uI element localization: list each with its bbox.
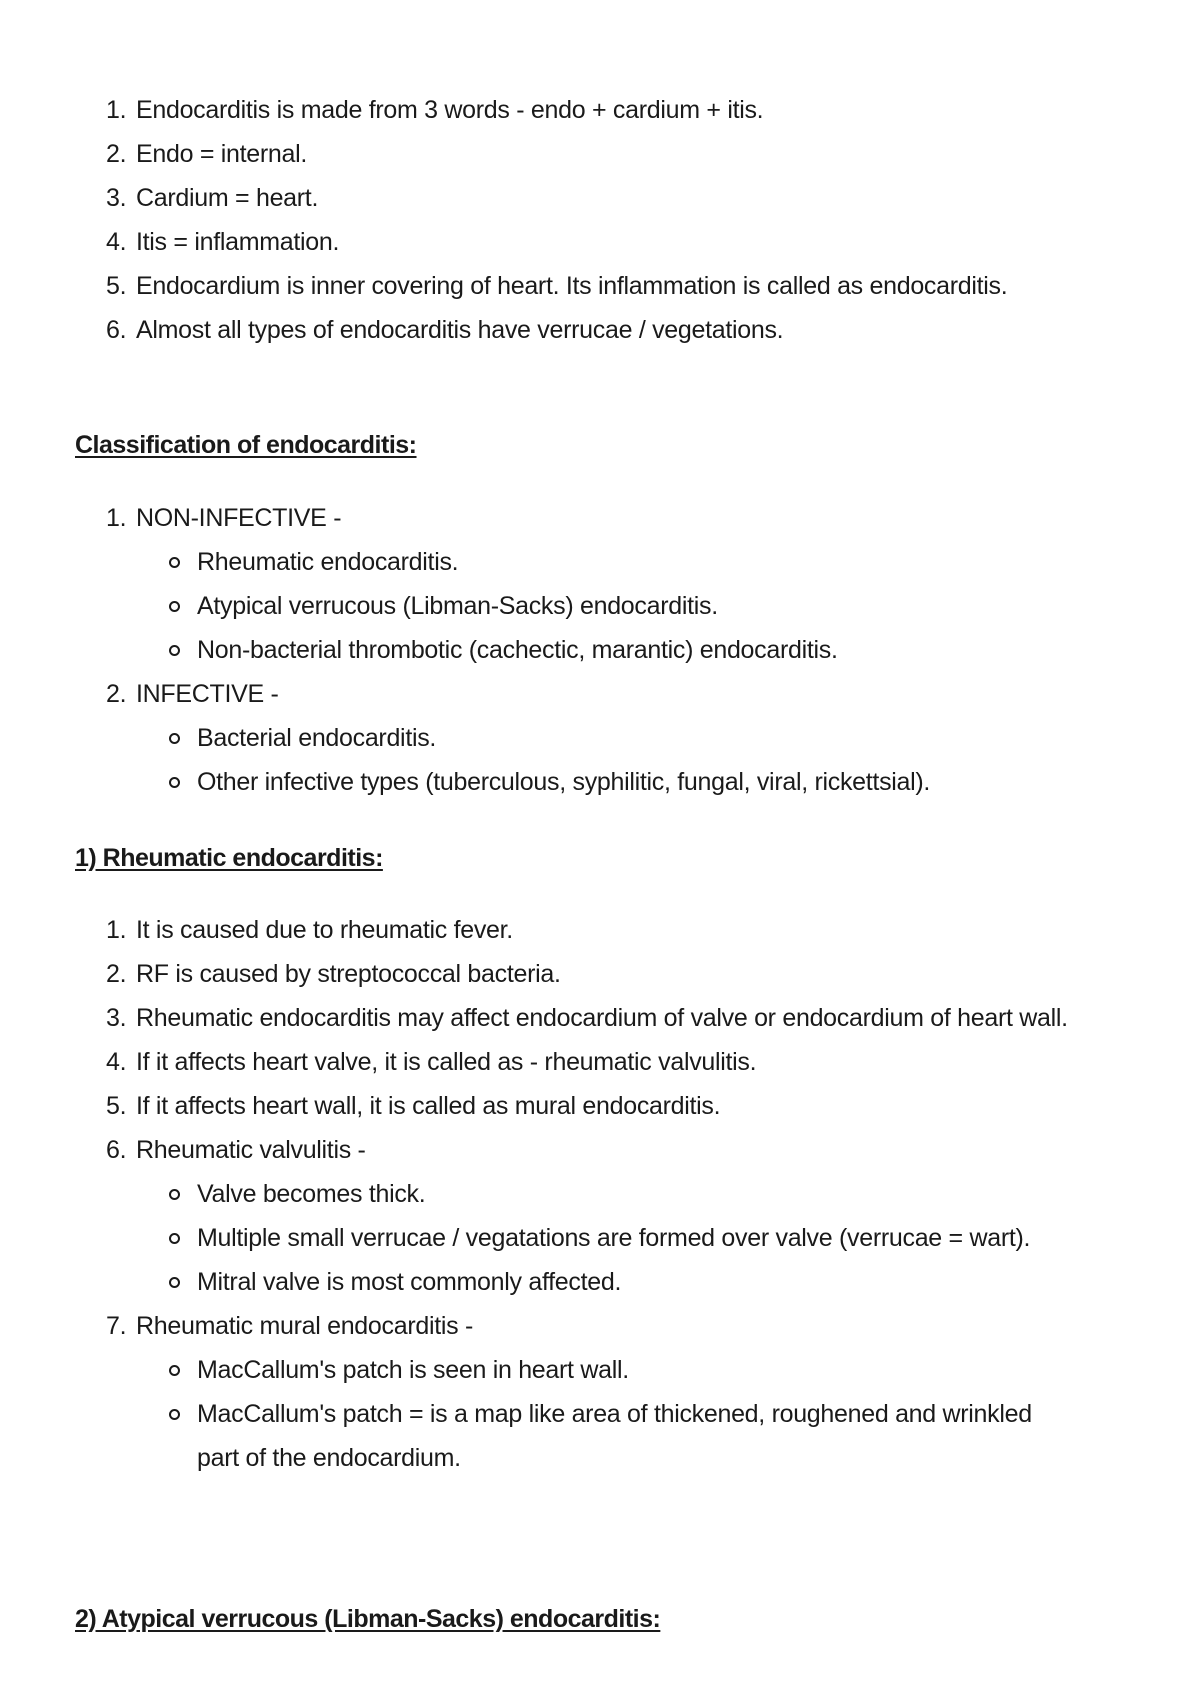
sub-list-item xyxy=(0,1348,1200,1392)
list-item-text: Almost all types of endocarditis have verrucae / vegetations. xyxy=(136,316,784,344)
list-number: 6. xyxy=(106,316,127,344)
list-item-text: Endocarditis is made from 3 words - endo + cardium + itis. xyxy=(136,96,764,124)
sub-list-item-text: MacCallum's patch is seen in heart wall. xyxy=(197,1356,629,1384)
circle-bullet-icon xyxy=(169,1189,180,1200)
list-item xyxy=(0,220,1200,264)
sub-list-item-text: Other infective types (tuberculous, syphilitic, fungal, viral, rickettsial). xyxy=(197,768,931,796)
sub-list-item xyxy=(0,760,1200,804)
list-item xyxy=(0,1040,1200,1084)
list-item-text: Endocardium is inner covering of heart. Its inflammation is called as endocarditis. xyxy=(136,272,1008,300)
list-number: 2. xyxy=(106,680,127,708)
sub-list-item-text: Rheumatic endocarditis. xyxy=(197,548,459,576)
list-item xyxy=(0,88,1200,132)
intro-list xyxy=(0,88,1200,352)
list-item-text: INFECTIVE - xyxy=(136,680,279,708)
sub-list-item xyxy=(0,1392,1200,1480)
classification-list xyxy=(0,496,1200,804)
circle-bullet-icon xyxy=(169,1233,180,1244)
list-number: 4. xyxy=(106,1048,127,1076)
sub-list-item xyxy=(0,716,1200,760)
list-number: 1. xyxy=(106,916,127,944)
list-item-text: Endo = internal. xyxy=(136,140,308,168)
list-number: 1. xyxy=(106,504,127,532)
list-number: 2. xyxy=(106,140,127,168)
list-item xyxy=(0,1128,1200,1172)
list-item xyxy=(0,1304,1200,1348)
rheumatic-list xyxy=(0,908,1200,1480)
list-item xyxy=(0,132,1200,176)
list-item-text: It is caused due to rheumatic fever. xyxy=(136,916,513,944)
sub-list-item xyxy=(0,1260,1200,1304)
list-number: 5. xyxy=(106,1092,127,1120)
circle-bullet-icon xyxy=(169,557,180,568)
sub-list-item xyxy=(0,584,1200,628)
list-item-text: Cardium = heart. xyxy=(136,184,319,212)
list-item xyxy=(0,908,1200,952)
list-item xyxy=(0,672,1200,716)
list-number: 4. xyxy=(106,228,127,256)
sub-list-item-text: Mitral valve is most commonly affected. xyxy=(197,1268,622,1296)
circle-bullet-icon xyxy=(169,1277,180,1288)
list-item-text: Rheumatic valvulitis - xyxy=(136,1136,366,1164)
sub-list-item-text: Non-bacterial thrombotic (cachectic, marantic) endocarditis. xyxy=(197,636,838,664)
sub-list-item xyxy=(0,628,1200,672)
list-item-text: RF is caused by streptococcal bacteria. xyxy=(136,960,561,988)
sub-list-item xyxy=(0,540,1200,584)
circle-bullet-icon xyxy=(169,777,180,788)
list-item xyxy=(0,952,1200,996)
list-item-text: If it affects heart valve, it is called as - rheumatic valvulitis. xyxy=(136,1048,757,1076)
sub-list-item-text: Valve becomes thick. xyxy=(197,1180,426,1208)
list-number: 5. xyxy=(106,272,127,300)
list-item-text: Itis = inflammation. xyxy=(136,228,340,256)
sub-list-item xyxy=(0,1172,1200,1216)
list-item xyxy=(0,496,1200,540)
list-number: 1. xyxy=(106,96,127,124)
list-item-text: NON-INFECTIVE - xyxy=(136,504,342,532)
list-number: 2. xyxy=(106,960,127,988)
section-heading-classification: Classification of endocarditis: xyxy=(75,431,417,459)
section-heading-rheumatic: 1) Rheumatic endocarditis: xyxy=(75,844,383,872)
circle-bullet-icon xyxy=(169,645,180,656)
list-item-text: If it affects heart wall, it is called as mural endocarditis. xyxy=(136,1092,721,1120)
circle-bullet-icon xyxy=(169,1409,180,1420)
list-item xyxy=(0,1084,1200,1128)
circle-bullet-icon xyxy=(169,733,180,744)
sub-list-item-text: MacCallum's patch = is a map like area of thickened, roughened and wrinkled part of the endocardium. xyxy=(197,1400,1032,1472)
list-number: 3. xyxy=(106,1004,127,1032)
sub-list-item xyxy=(0,1216,1200,1260)
list-item xyxy=(0,308,1200,352)
list-item xyxy=(0,176,1200,220)
circle-bullet-icon xyxy=(169,1365,180,1376)
list-item-text: Rheumatic mural endocarditis - xyxy=(136,1312,473,1340)
list-item xyxy=(0,264,1200,308)
list-number: 3. xyxy=(106,184,127,212)
sub-list-item-text: Multiple small verrucae / vegatations are formed over valve (verrucae = wart). xyxy=(197,1224,1031,1252)
list-number: 7. xyxy=(106,1312,127,1340)
sub-list-item-text: Bacterial endocarditis. xyxy=(197,724,437,752)
list-number: 6. xyxy=(106,1136,127,1164)
section-heading-libman-sacks: 2) Atypical verrucous (Libman-Sacks) endocarditis: xyxy=(75,1605,661,1633)
list-item-text: Rheumatic endocarditis may affect endocardium of valve or endocardium of heart wall. xyxy=(136,1004,1068,1032)
list-item xyxy=(0,996,1200,1040)
circle-bullet-icon xyxy=(169,601,180,612)
sub-list-item-text: Atypical verrucous (Libman-Sacks) endocarditis. xyxy=(197,592,718,620)
